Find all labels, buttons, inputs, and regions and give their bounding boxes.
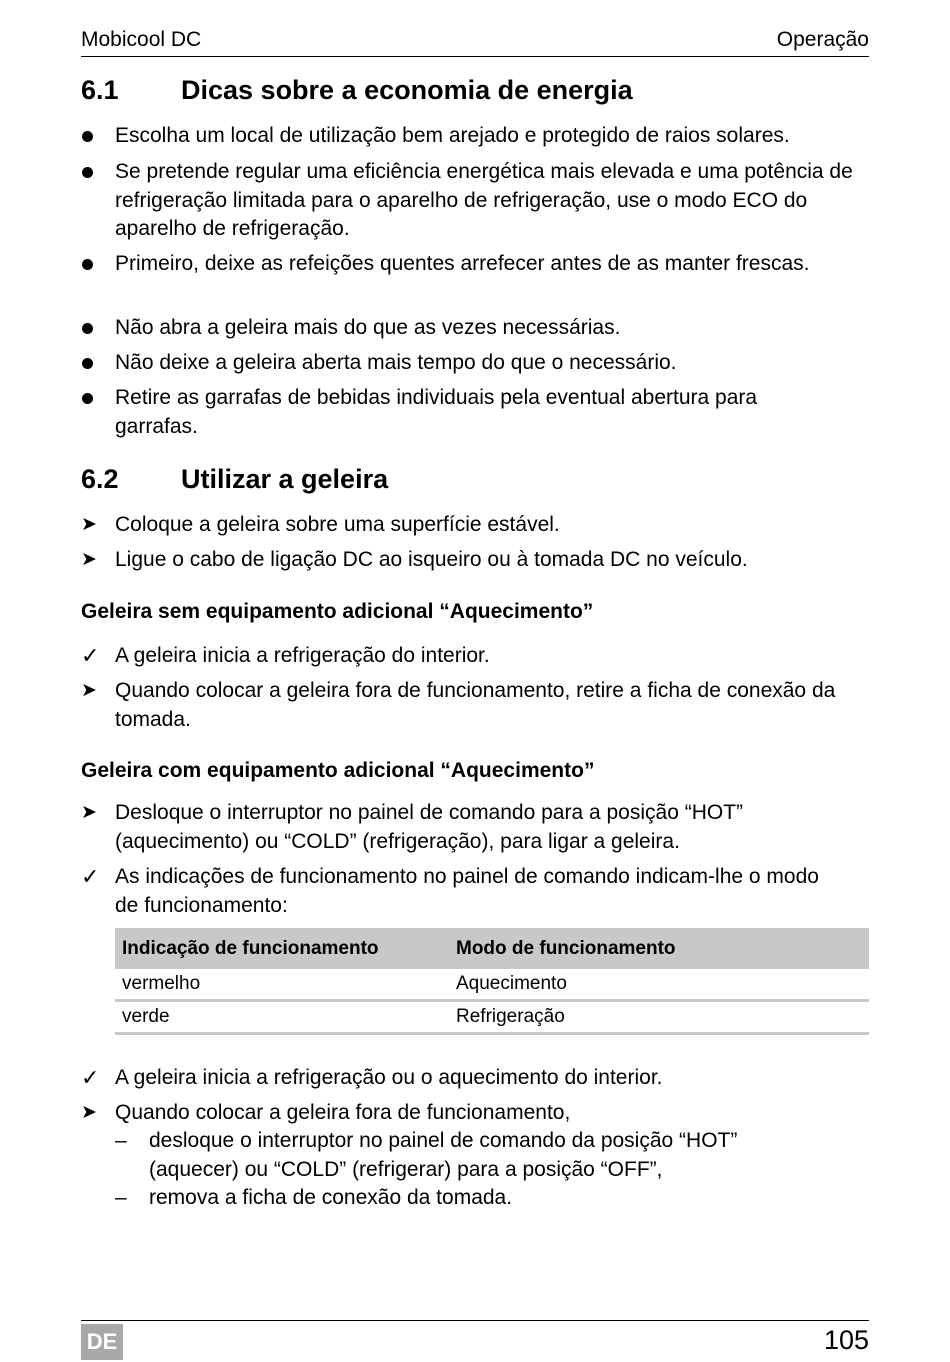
table-cell: Refrigeração xyxy=(449,1001,869,1034)
result-text: A geleira inicia a refrigeração do interior. xyxy=(115,644,490,667)
section-heading-6-2 xyxy=(81,463,388,495)
running-header xyxy=(81,26,869,57)
bullet-icon xyxy=(82,167,93,178)
arrow-icon: ➤ xyxy=(81,680,97,701)
check-icon: ✓ xyxy=(81,1065,100,1090)
table-cell: Aquecimento xyxy=(449,969,869,1001)
header-product-name: Mobicool DC xyxy=(81,28,202,51)
step-text: Ligue o cabo de ligação DC ao isqueiro ou à tomada DC no veículo. xyxy=(115,548,748,571)
step-text: Coloque a geleira sobre uma superfície estável. xyxy=(115,513,560,536)
table-header-row xyxy=(115,928,869,969)
footer-rule xyxy=(81,1320,869,1321)
table-header-cell: Modo de funcionamento xyxy=(449,928,869,969)
sub-step xyxy=(115,1184,875,1213)
check-icon: ✓ xyxy=(81,643,100,668)
result-text: As indicações de funcionamento no painel de comando indicam-lhe o modo de funcionamento: xyxy=(115,865,819,917)
section-heading-6-1 xyxy=(81,74,633,106)
result-text: A geleira inicia a refrigeração ou o aquecimento do interior. xyxy=(115,1066,663,1089)
instruction-step xyxy=(81,799,841,856)
subheading-without-heating: Geleira sem equipamento adicional “Aquecimento” xyxy=(81,600,594,623)
bullet-text: Escolha um local de utilização bem arejado e protegido de raios solares. xyxy=(115,124,790,147)
dash-icon: – xyxy=(115,1186,127,1209)
instruction-step xyxy=(81,677,841,734)
bullet-text: Se pretende regular uma eficiência energética mais elevada e uma potência de refrigeração limitada para o aparelho de refrigeração, use o modo ECO do aparelho de refrigeração. xyxy=(115,160,853,240)
arrow-icon: ➤ xyxy=(81,514,97,535)
sub-step-text: desloque o interruptor no painel de comando da posição “HOT” (aquecer) ou “COLD” (refrigerar) para a posição “OFF”, xyxy=(149,1129,738,1181)
sub-step xyxy=(115,1127,815,1184)
bullet-icon xyxy=(82,323,93,334)
arrow-icon: ➤ xyxy=(81,802,97,823)
bullet-icon xyxy=(82,358,93,369)
list-item xyxy=(81,314,881,343)
instruction-step xyxy=(81,1099,881,1128)
bullet-text: Não abra a geleira mais do que as vezes necessárias. xyxy=(115,316,621,339)
section-number: 6.2 xyxy=(81,464,119,494)
section-number: 6.1 xyxy=(81,75,119,105)
bullet-icon xyxy=(82,393,93,404)
instruction-step xyxy=(81,546,881,575)
language-badge: DE xyxy=(81,1324,123,1360)
operating-mode-table xyxy=(115,928,869,1035)
page-number: 105 xyxy=(823,1325,869,1355)
list-item xyxy=(81,250,881,279)
dash-icon: – xyxy=(115,1129,127,1152)
bullet-icon xyxy=(82,131,93,142)
result-item xyxy=(81,642,881,671)
step-text: Desloque o interruptor no painel de comando para a posição “HOT” (aquecimento) ou “COLD” (refrigeração), para ligar a geleira. xyxy=(115,801,744,853)
arrow-icon: ➤ xyxy=(81,549,97,570)
list-item xyxy=(81,122,881,151)
instruction-step xyxy=(81,511,881,540)
manual-page xyxy=(81,0,869,1362)
table-cell: vermelho xyxy=(115,969,449,1001)
section-title: Dicas sobre a economia de energia xyxy=(181,75,633,105)
result-item xyxy=(81,863,841,920)
subheading-with-heating: Geleira com equipamento adicional “Aquecimento” xyxy=(81,759,595,782)
list-item xyxy=(81,349,881,378)
list-item xyxy=(81,158,881,244)
sub-step-text: remova a ficha de conexão da tomada. xyxy=(149,1186,513,1209)
arrow-icon: ➤ xyxy=(81,1102,97,1123)
header-chapter-name: Operação xyxy=(776,28,869,51)
step-text: Quando colocar a geleira fora de funcionamento, xyxy=(115,1101,571,1124)
section-title: Utilizar a geleira xyxy=(181,464,389,494)
step-text: Quando colocar a geleira fora de funcionamento, retire a ficha de conexão da tomada. xyxy=(115,679,836,731)
result-item xyxy=(81,1064,881,1093)
list-item xyxy=(81,384,841,441)
table-cell: verde xyxy=(115,1001,449,1034)
table-row xyxy=(115,1001,869,1034)
bullet-text: Não deixe a geleira aberta mais tempo do que o necessário. xyxy=(115,351,677,374)
bullet-icon xyxy=(82,259,93,270)
table-row xyxy=(115,969,869,1001)
table-header-cell: Indicação de funcionamento xyxy=(115,928,449,969)
bullet-text: Primeiro, deixe as refeições quentes arrefecer antes de as manter frescas. xyxy=(115,252,810,275)
bullet-text: Retire as garrafas de bebidas individuais pela eventual abertura para garrafas. xyxy=(115,386,758,438)
check-icon: ✓ xyxy=(81,864,100,889)
